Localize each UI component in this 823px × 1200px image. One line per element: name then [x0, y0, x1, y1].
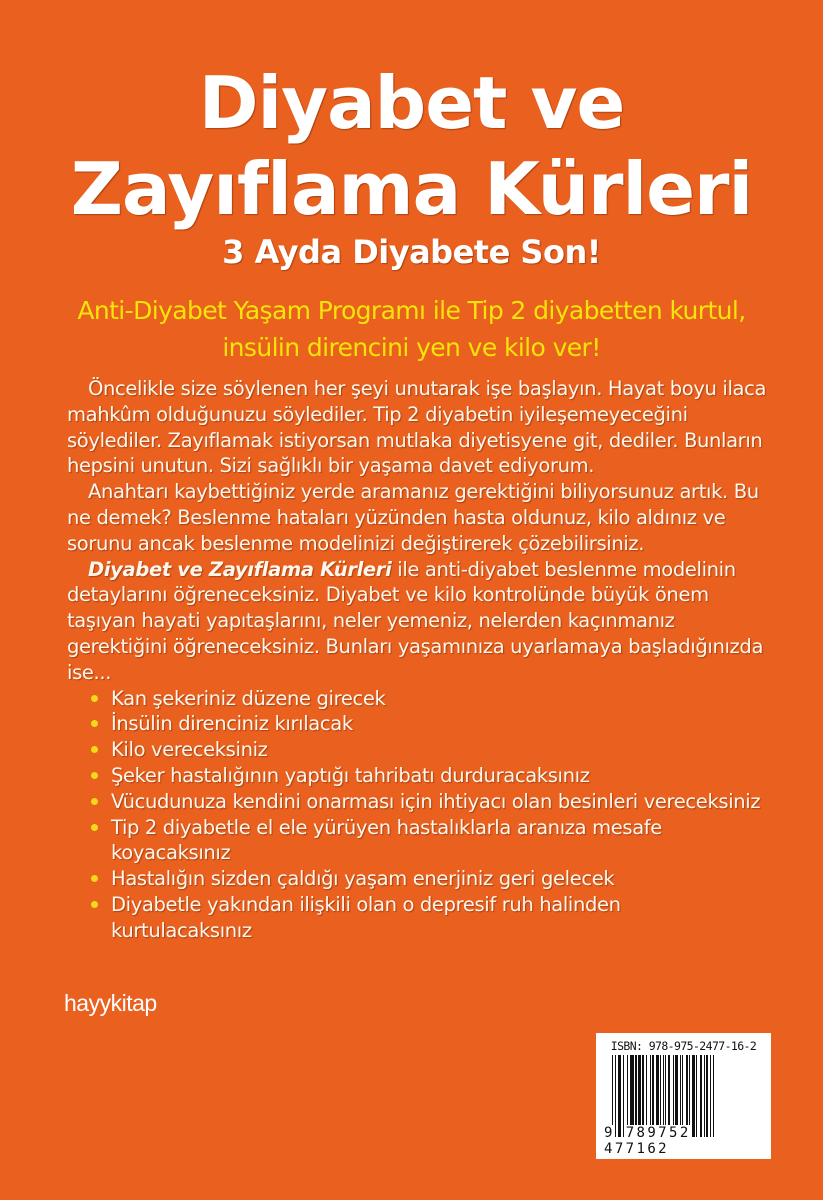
list-item	[91, 892, 767, 944]
subtitle-line1: Anti-Diyabet Yaşam Programı ile Tip 2 diyabetten kurtul,	[77, 296, 746, 325]
list-item	[91, 711, 767, 737]
barcode-digits-left: 789752	[625, 1125, 691, 1141]
book-title-line2: Zayıflama Kürleri	[70, 147, 753, 231]
subtitle	[0, 292, 823, 366]
bullet-dot-icon	[91, 824, 98, 831]
list-item	[91, 866, 767, 892]
book-title-emphasis: Diyabet ve Zayıflama Kürleri	[88, 557, 392, 581]
bullet-dot-icon	[91, 798, 98, 805]
barcode-digits	[604, 1125, 763, 1157]
benefits-list	[67, 686, 767, 944]
bullet-dot-icon	[91, 875, 98, 882]
blurb-paragraph-2: Anahtarı kaybettiğiniz yerde aramanız gerektiğini biliyorsunuz artık. Bu ne demek? Beslenme hataları yüzünden hasta oldunuz, kilo aldınız ve sorunu ancak beslenme modelinizi değiştirerek çözebilirsiniz.	[67, 480, 759, 555]
list-item	[91, 789, 767, 815]
blurb-paragraph-3	[67, 557, 767, 686]
tagline: 3 Ayda Diyabete Son!	[222, 233, 601, 271]
list-item-text: İnsülin direnciniz kırılacak	[111, 712, 353, 736]
barcode-digit-first: 9	[604, 1125, 615, 1141]
blurb-paragraph-1: Öncelikle size söylenen her şeyi unutarak işe başlayın. Hayat boyu ilaca mahkûm olduğunuzu söylediler. Tip 2 diyabetin iyileşemeyeceğini söylediler. Zayıflamak istiyorsan mutlaka diyetisyene git, dediler. Bunların hepsini unutun. Sizi sağlıklı bir yaşama davet ediyorum.	[67, 377, 767, 478]
bullet-dot-icon	[91, 720, 98, 727]
list-item	[91, 815, 767, 867]
list-item-text: Vücudunuza kendini onarması için ihtiyacı olan besinleri vereceksiniz	[111, 789, 761, 813]
list-item	[91, 763, 767, 789]
book-title-line1: Diyabet ve	[198, 61, 625, 145]
list-item-text: Diyabetle yakından ilişkili olan o depresif ruh halinden kurtulacaksınız	[111, 892, 621, 942]
bullet-dot-icon	[91, 695, 98, 702]
list-item-text: Tip 2 diyabetle el ele yürüyen hastalıklarla aranıza mesafe koyacaksınız	[111, 815, 662, 865]
list-item-text: Kilo vereceksiniz	[111, 738, 268, 762]
barcode-digits-right: 477162	[604, 1141, 669, 1157]
blurb-paragraph-3-text: ile anti-diyabet beslenme modelinin detaylarını öğreneceksiniz. Diyabet ve kilo kontrolünde büyük önem taşıyan hayati yapıtaşlarını, neler yemeniz, nelerden kaçınmanız gerektiğini öğreneceksiniz. Bunları yaşamınıza uyarlamaya başladığınızda ise...	[67, 557, 764, 684]
bullet-dot-icon	[91, 746, 98, 753]
bullet-dot-icon	[91, 772, 98, 779]
isbn-barcode	[596, 1033, 771, 1159]
list-item	[91, 737, 767, 763]
list-item-text: Kan şekeriniz düzene girecek	[111, 686, 386, 710]
blurb	[67, 376, 767, 944]
subtitle-line2: insülin direncini yen ve kilo ver!	[222, 333, 601, 362]
list-item	[91, 686, 767, 712]
bullet-dot-icon	[91, 901, 98, 908]
list-item-text: Şeker hastalığının yaptığı tahribatı durduracaksınız	[111, 763, 590, 787]
list-item-text: Hastalığın sizden çaldığı yaşam enerjiniz geri gelecek	[111, 867, 615, 891]
publisher-logo: hayykitap	[64, 990, 157, 1016]
isbn-label: ISBN: 978-975-2477-16-2	[610, 1039, 757, 1053]
